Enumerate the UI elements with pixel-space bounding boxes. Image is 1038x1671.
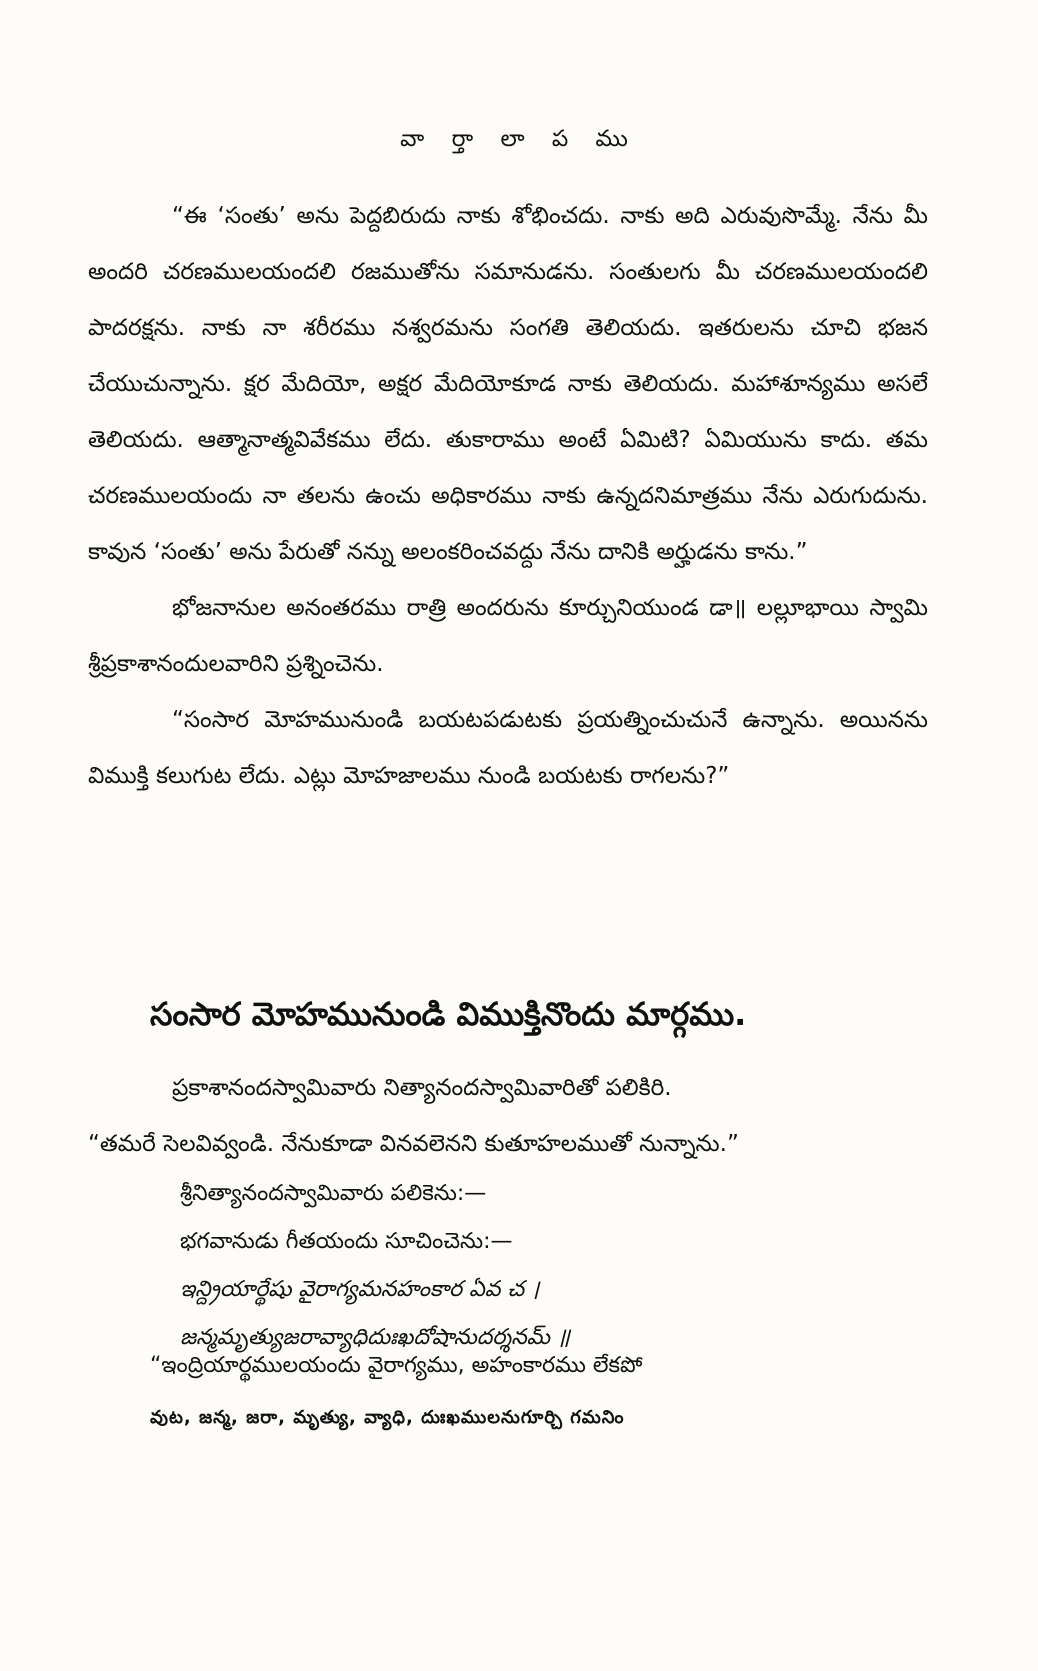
verse-intro-1: శ్రీనిత్యానందస్వామివారు పలికెను:— [180,1181,487,1206]
tail-line-2: వుట, జన్మ, జరా, మృత్యు, వ్యాధి, దుఃఖములనుగూర్చి గమనిం [150,1407,625,1428]
verse-intro-2: భగవానుడు గీతయందు సూచించెను:— [180,1229,513,1254]
verse-line-1: ఇన్ద్రియార్థేషు వైరాగ్యమనహంకార ఏవ చ । [180,1277,540,1302]
paragraph-reply: “తమరే సెలవివ్వండి. నేనుకూడా వినవలెనని కుతూహలముతో నున్నాను.” [88,1131,739,1157]
page-header: వా ర్తా లా ప ము [400,126,638,152]
verse-line-2: జన్మమృత్యుజరావ్యాధిదుఃఖదోషానుదర్శనమ్ ॥ [180,1325,571,1350]
verse-block [180,1170,570,1362]
paragraph-question: “సంసార మోహమునుండి బయటపడుటకు ప్రయత్నించుచునే ఉన్నాను. అయినను విముక్తి కలుగుట లేదు. ఎట్లు మోహజాలము నుండి బయటకు రాగలను?” [88,707,928,789]
body-text [88,188,928,804]
section-heading: సంసార మోహమునుండి విముక్తినొందు మార్గము. [150,995,747,1033]
paragraph-quote-tukaram: “ఈ ‘సంతు’ అను పెద్దబిరుదు నాకు శోభించదు. నాకు అది ఎరువుసొమ్మే. నేను మీ అందరి చరణములయందలి రజముతోను సమానుడను. సంతులగు మీ చరణములయందలి పాదరక్షను. నాకు నా శరీరము నశ్వరమను సంగతి తెలియదు. ఇతరులను చూచి భజన చేయుచున్నాను. క్షర మేదియో, అక్షర మేదియోకూడ నాకు తెలియదు. మహాశూన్యము అసలే తెలియదు. ఆత్మానాత్మవివేకము లేదు. తుకారాము అంటే ఏమిటి? ఏమియును కాదు. తమ చరణములయందు నా తలను ఉంచు అధికారము నాకు ఉన్నదనిమాత్రము నేను ఎరుగుదును. కావున ‘సంతు’ అను పేరుతో నన్ను అలంకరించవద్దు నేను దానికి అర్హుడను కాను.” [88,203,928,565]
paragraph-reply-intro: ప్రకాశానందస్వామివారు నిత్యానందస్వామివారితో పలికిరి. [172,1075,672,1101]
tail-line-1: “ఇంద్రియార్థములయందు వైరాగ్యము, అహంకారము లేకపో [150,1353,643,1378]
lower-text [88,1060,928,1172]
paragraph-question-intro: భోజనానుల అనంతరము రాత్రి అందరును కూర్చునియుండ డా॥ లల్లూభాయి స్వామి శ్రీప్రకాశానందులవారిని ప్రశ్నించెను. [88,595,928,677]
tail-text [150,1340,930,1444]
